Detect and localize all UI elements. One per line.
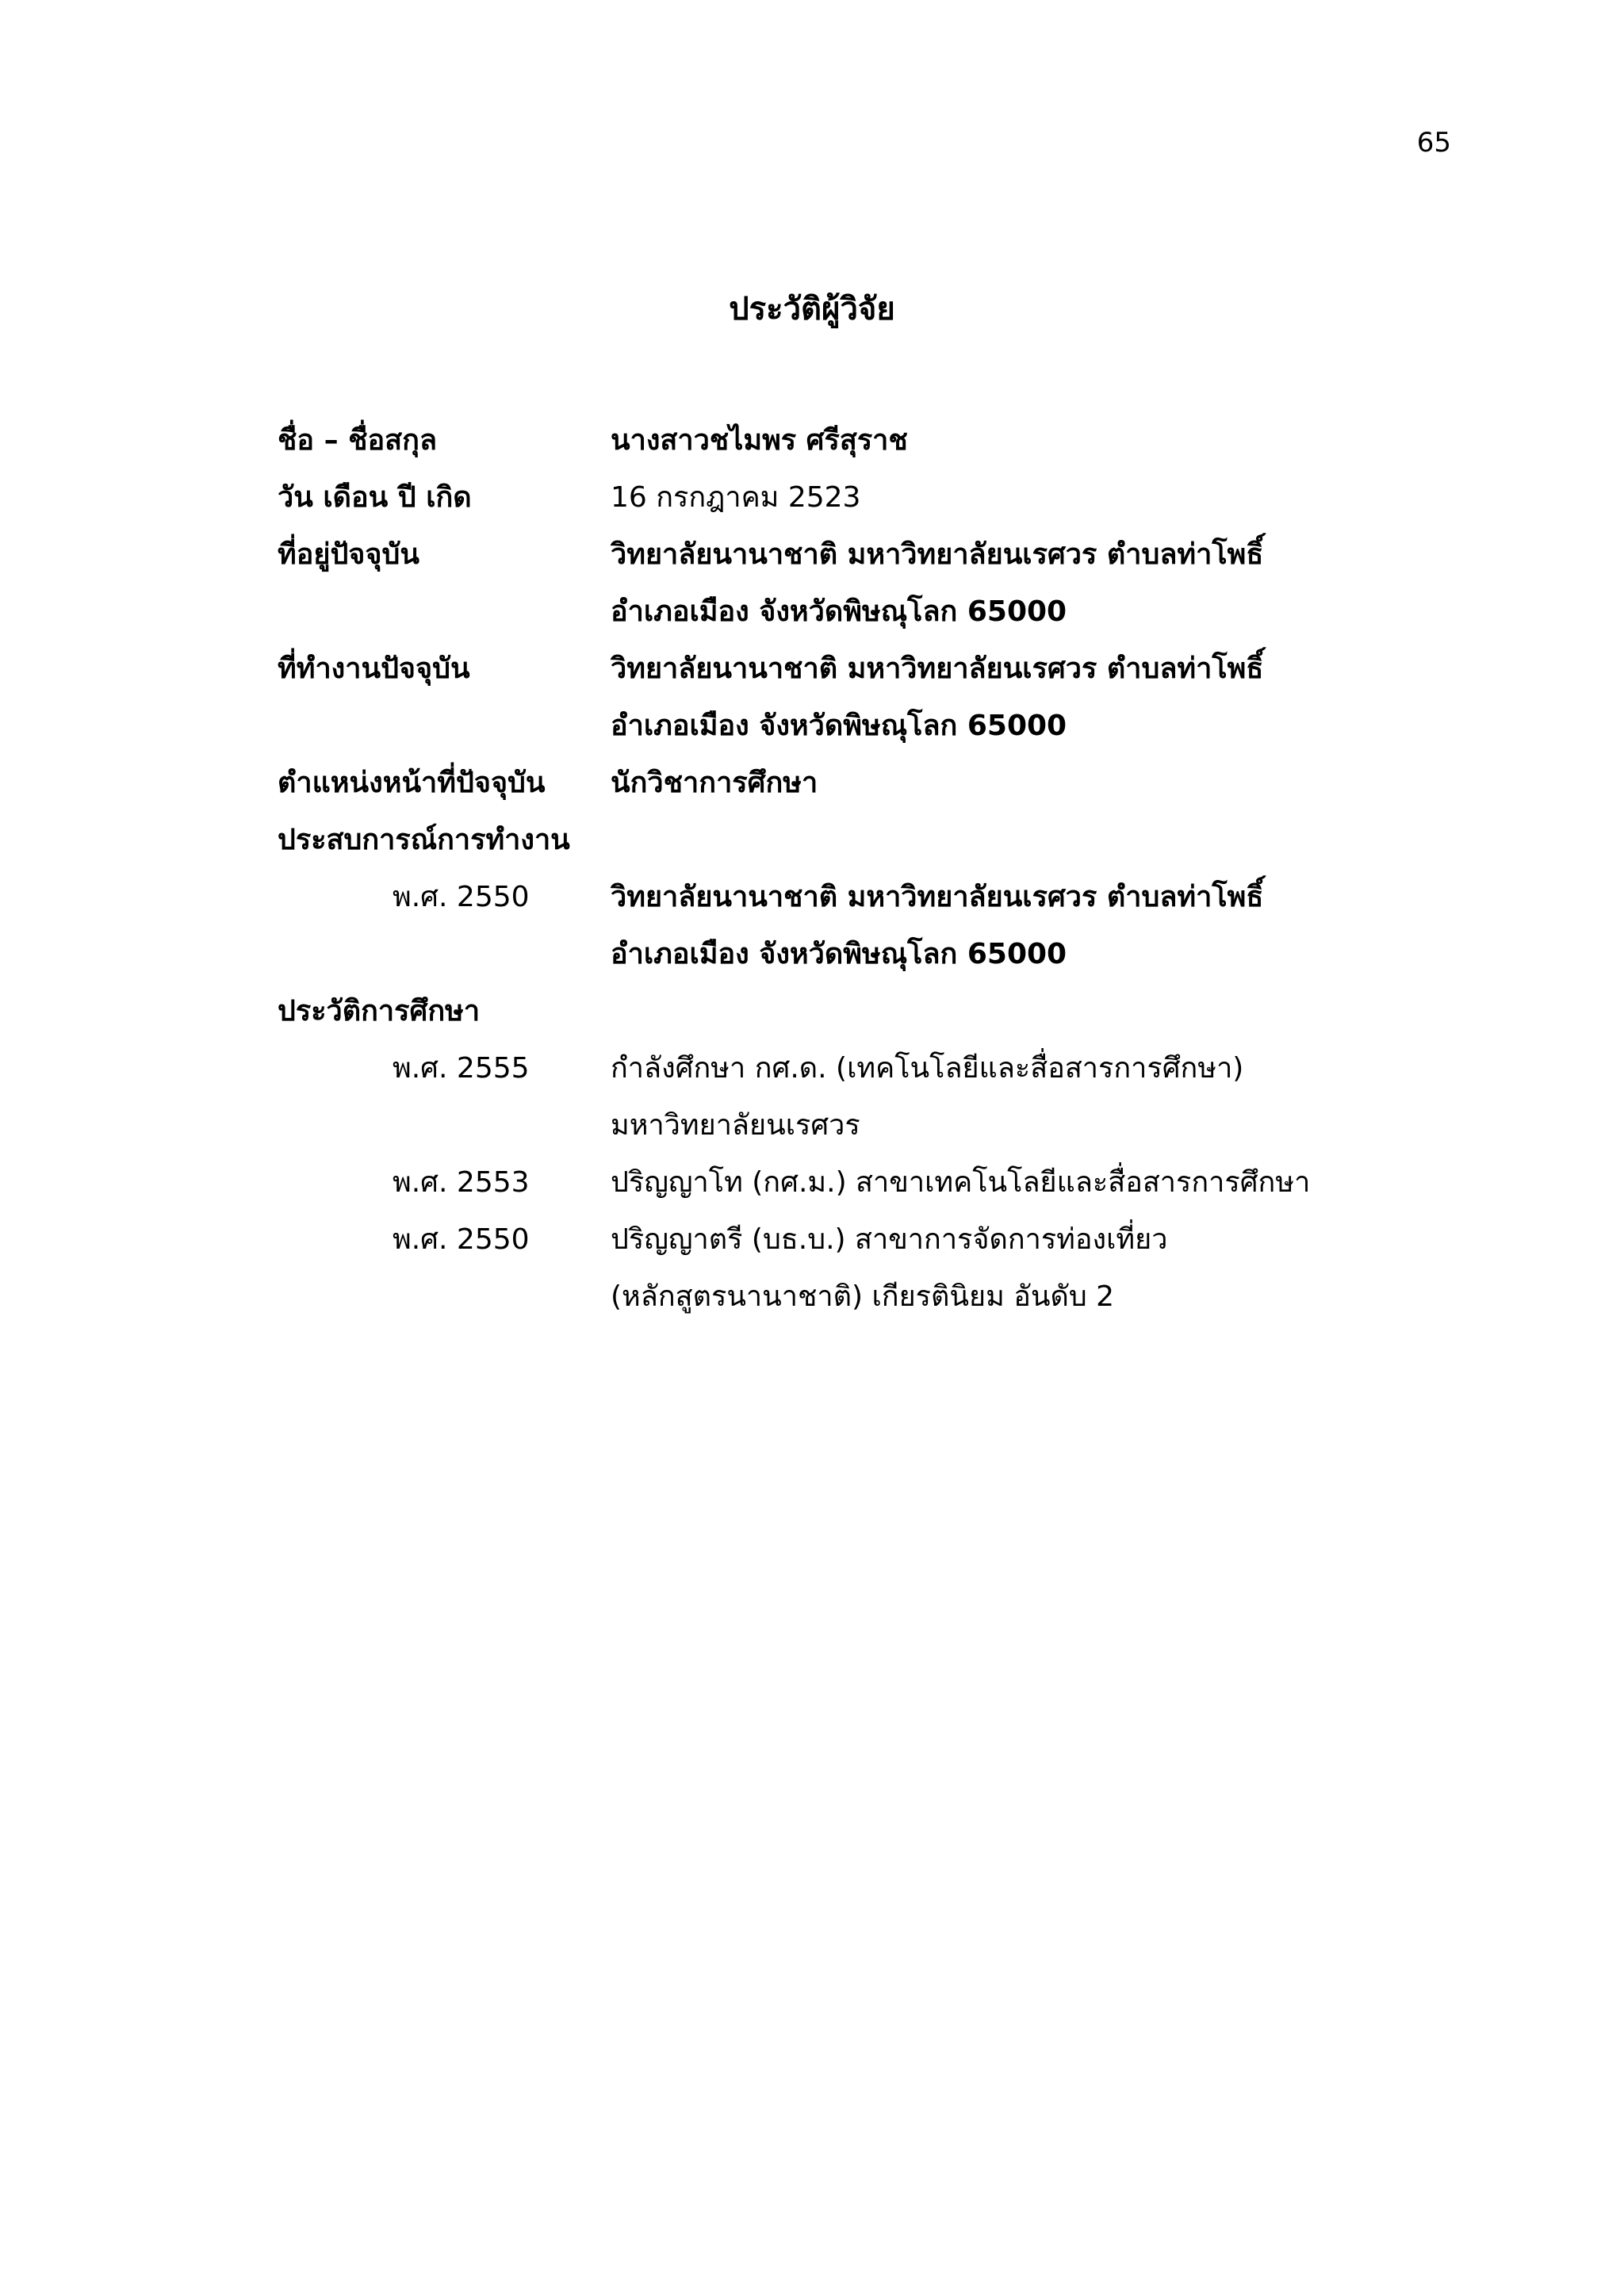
page-title: ประวัติผู้วิจัย [729,291,895,327]
value-education-line1: กำลังศึกษา กศ.ด. (เทคโนโลยีและสื่อสารการศึกษา) [611,1052,1244,1085]
row-education-2553 [278,1154,1586,1211]
label-work-experience: ประสบการณ์การทำงาน [278,824,570,856]
label-work-year: พ.ศ. 2550 [393,881,530,913]
row-position [278,755,1586,812]
row-education-heading [278,983,1586,1040]
value-address-line1: วิทยาลัยนานาชาติ มหาวิทยาลัยนเรศวร ตำบลท่าโพธิ์ [611,538,1264,571]
row-workplace [278,641,1586,698]
value-birthdate: 16 กรกฎาคม 2523 [611,481,861,514]
label-workplace: ที่ทำงานปัจจุบัน [278,652,470,685]
label-education-year: พ.ศ. 2555 [393,1052,530,1085]
value-education-line2: มหาวิทยาลัยนเรศวร [611,1109,860,1142]
row-address-cont [278,584,1586,641]
label-education: ประวัติการศึกษา [278,995,481,1027]
row-work-2550-cont [278,926,1586,983]
label-birthdate: วัน เดือน ปี เกิด [278,481,472,514]
row-work-experience-heading [278,812,1586,869]
label-name: ชื่อ – ชื่อสกุล [278,424,438,457]
value-address-line2: อำเภอเมือง จังหวัดพิษณุโลก 65000 [611,595,1067,628]
researcher-biography [278,412,1586,1326]
row-work-2550 [278,869,1586,926]
row-name [278,412,1586,469]
label-position: ตำแหน่งหน้าที่ปัจจุบัน [278,767,546,799]
value-education-masters: ปริญญาโท (กศ.ม.) สาขาเทคโนโลยีและสื่อสารการศึกษา [611,1166,1311,1199]
value-workplace-line1: วิทยาลัยนานาชาติ มหาวิทยาลัยนเรศวร ตำบลท่าโพธิ์ [611,652,1264,685]
row-education-2550-cont [278,1269,1586,1326]
value-work-line1: วิทยาลัยนานาชาติ มหาวิทยาลัยนเรศวร ตำบลท่าโพธิ์ [611,881,1264,913]
row-education-2550 [278,1211,1586,1269]
label-address: ที่อยู่ปัจจุบัน [278,538,419,571]
row-workplace-cont [278,698,1586,755]
label-education-year: พ.ศ. 2550 [393,1223,530,1256]
value-workplace-line2: อำเภอเมือง จังหวัดพิษณุโลก 65000 [611,710,1067,742]
row-education-2555 [278,1040,1586,1097]
value-education-honors: (หลักสูตรนานาชาติ) เกียรตินิยม อันดับ 2 [611,1280,1115,1313]
value-work-line2: อำเภอเมือง จังหวัดพิษณุโลก 65000 [611,938,1067,970]
row-address [278,526,1586,584]
value-education-bachelors: ปริญญาตรี (บธ.บ.) สาขาการจัดการท่องเที่ยว [611,1223,1168,1256]
row-birthdate [278,469,1586,526]
value-name: นางสาวชไมพร ศรีสุราช [611,424,908,457]
label-education-year: พ.ศ. 2553 [393,1166,530,1199]
row-education-2555-cont [278,1097,1586,1154]
value-position: นักวิชาการศึกษา [611,767,818,799]
page-number: 65 [1416,127,1451,159]
